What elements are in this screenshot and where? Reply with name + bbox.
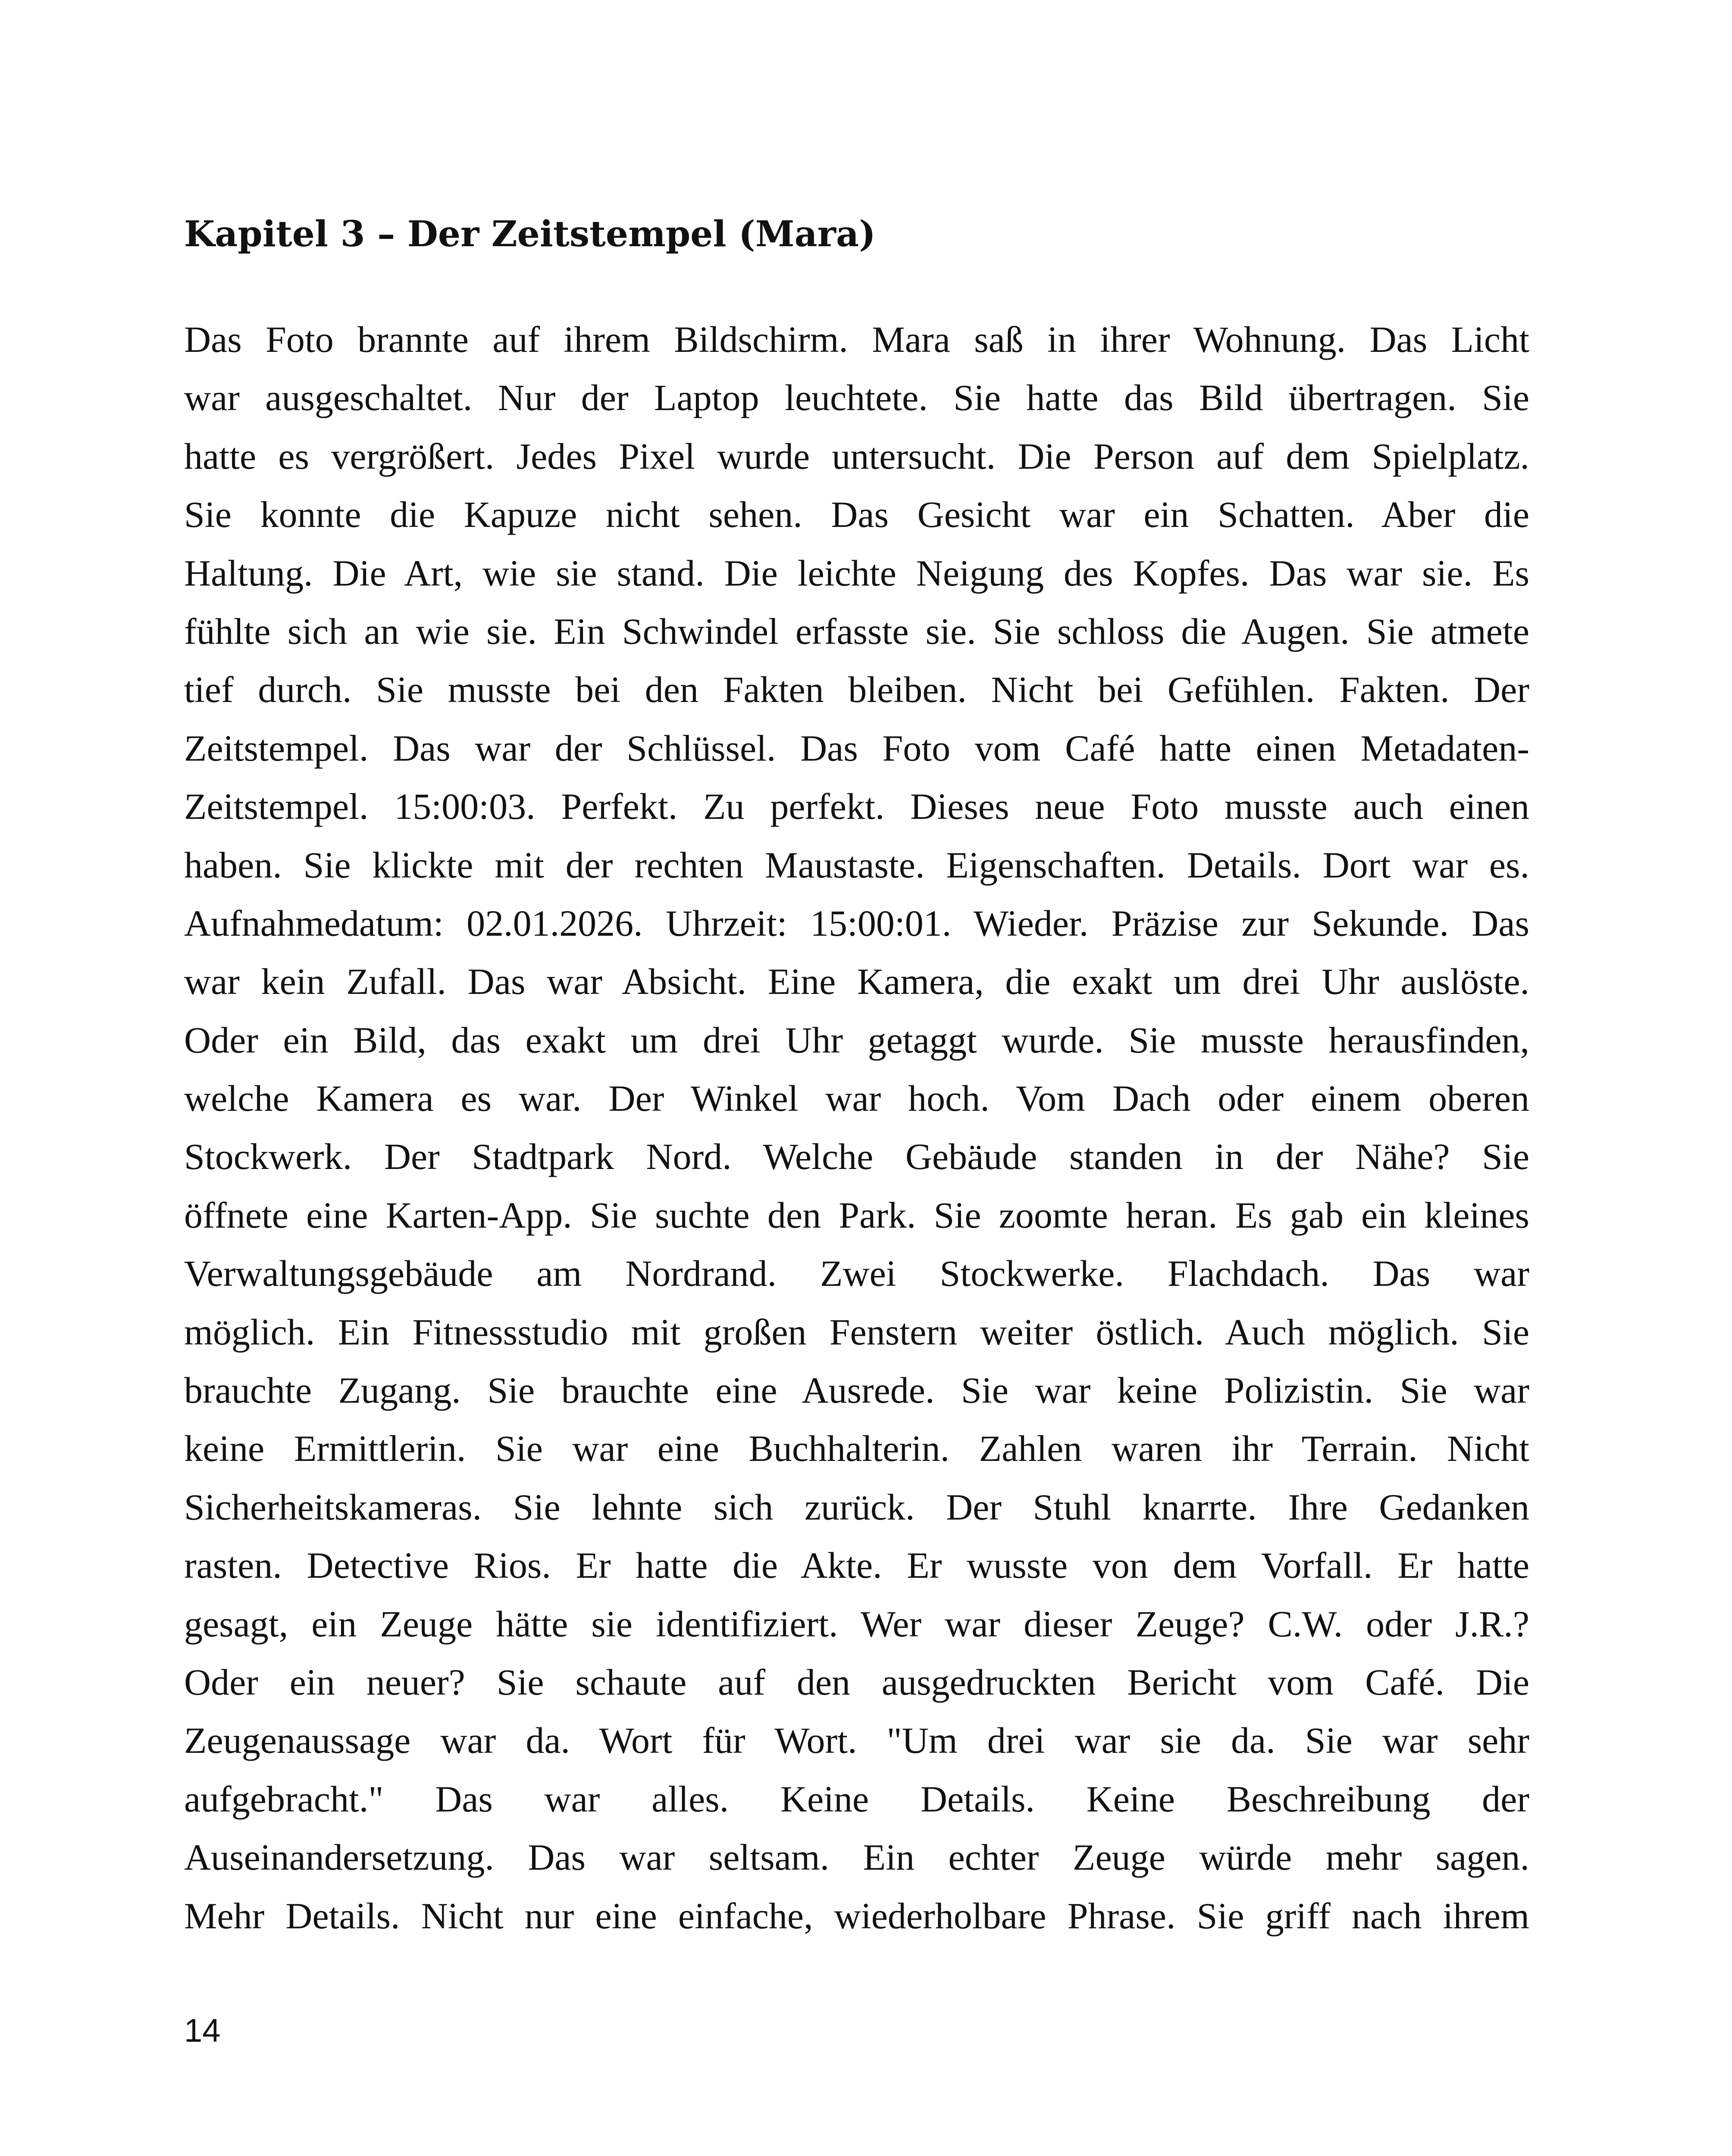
text-line: Sie konnte die Kapuze nicht sehen. Das Gesicht war ein Schatten. Aber die [184,494,1529,536]
text-line: war kein Zufall. Das war Absicht. Eine Kamera, die exakt um drei Uhr auslöste. [184,961,1529,1003]
text-line: Oder ein neuer? Sie schaute auf den ausgedruckten Bericht vom Café. Die [184,1661,1529,1703]
text-line: Verwaltungsgebäude am Nordrand. Zwei Stockwerke. Flachdach. Das war [184,1253,1529,1294]
text-line: Auseinandersetzung. Das war seltsam. Ein echter Zeuge würde mehr sagen. [184,1836,1529,1878]
text-line: Zeugenaussage war da. Wort für Wort. "Um drei war sie da. Sie war sehr [184,1720,1529,1761]
chapter-title: Kapitel 3 – Der Zeitstempel (Mara) [184,213,876,255]
text-line: welche Kamera es war. Der Winkel war hoch. Vom Dach oder einem oberen [184,1078,1529,1119]
text-line: keine Ermittlerin. Sie war eine Buchhalterin. Zahlen waren ihr Terrain. Nicht [184,1428,1529,1470]
text-line: Stockwerk. Der Stadtpark Nord. Welche Gebäude standen in der Nähe? Sie [184,1136,1529,1178]
text-line: rasten. Detective Rios. Er hatte die Akte. Er wusste von dem Vorfall. Er hatte [184,1545,1529,1586]
text-line: hatte es vergrößert. Jedes Pixel wurde untersucht. Die Person auf dem Spielplatz. [184,435,1529,477]
text-line: Aufnahmedatum: 02.01.2026. Uhrzeit: 15:00:01. Wieder. Präzise zur Sekunde. Das [184,902,1529,944]
text-line: möglich. Ein Fitnessstudio mit großen Fenstern weiter östlich. Auch möglich. Sie [184,1311,1529,1353]
text-line: Zeitstempel. Das war der Schlüssel. Das Foto vom Café hatte einen Metadaten- [184,727,1529,769]
text-line: Sicherheitskameras. Sie lehnte sich zurück. Der Stuhl knarrte. Ihre Gedanken [184,1486,1529,1528]
page-number: 14 [184,2012,221,2049]
text-line: Das Foto brannte auf ihrem Bildschirm. Mara saß in ihrer Wohnung. Das Licht [184,319,1529,360]
body-paragraph [184,310,1529,1945]
text-line: war ausgeschaltet. Nur der Laptop leuchtete. Sie hatte das Bild übertragen. Sie [184,377,1529,419]
text-line: tief durch. Sie musste bei den Fakten bleiben. Nicht bei Gefühlen. Fakten. Der [184,669,1529,711]
text-line: brauchte Zugang. Sie brauchte eine Ausrede. Sie war keine Polizistin. Sie war [184,1369,1529,1411]
text-line: haben. Sie klickte mit der rechten Maustaste. Eigenschaften. Details. Dort war es. [184,844,1529,886]
text-line: aufgebracht." Das war alles. Keine Details. Keine Beschreibung der [184,1778,1529,1820]
text-line: Mehr Details. Nicht nur eine einfache, wiederholbare Phrase. Sie griff nach ihrem [184,1895,1529,1937]
text-line: gesagt, ein Zeuge hätte sie identifiziert. Wer war dieser Zeuge? C.W. oder J.R.? [184,1603,1529,1645]
text-line: öffnete eine Karten-App. Sie suchte den Park. Sie zoomte heran. Es gab ein kleines [184,1194,1529,1236]
text-line: Oder ein Bild, das exakt um drei Uhr getaggt wurde. Sie musste herausfinden, [184,1019,1529,1061]
text-line: fühlte sich an wie sie. Ein Schwindel erfasste sie. Sie schloss die Augen. Sie atmete [184,610,1529,652]
text-line: Zeitstempel. 15:00:03. Perfekt. Zu perfekt. Dieses neue Foto musste auch einen [184,786,1529,827]
text-line: Haltung. Die Art, wie sie stand. Die leichte Neigung des Kopfes. Das war sie. Es [184,552,1529,594]
